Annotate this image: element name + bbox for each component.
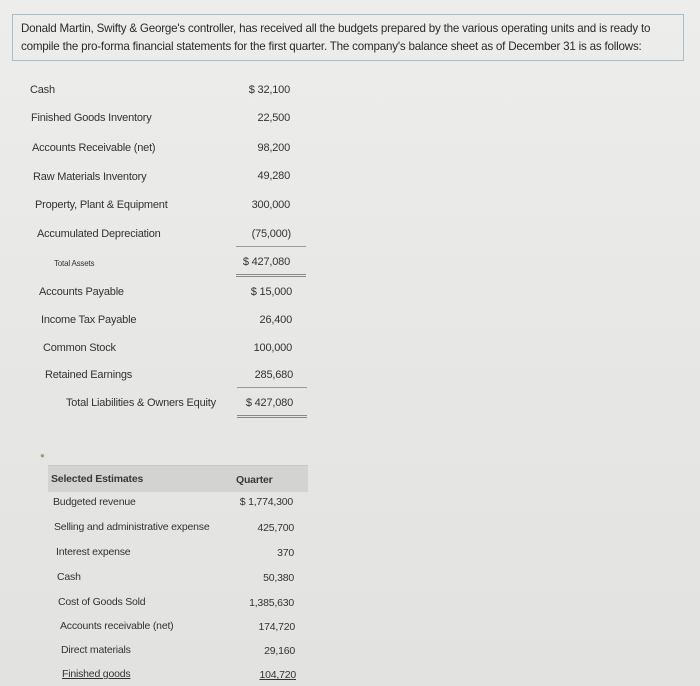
bs-label-accumulated-depreciation: Accumulated Depreciation — [37, 228, 161, 240]
estimate-value-selling-admin: 425,700 — [257, 522, 294, 534]
estimate-value-interest: 370 — [277, 547, 294, 559]
bs-label-total-assets: Total Assets — [54, 259, 95, 268]
estimate-value-accounts-receivable: 174,720 — [258, 621, 295, 633]
estimate-label-accounts-receivable: Accounts receivable (net) — [60, 620, 174, 632]
total-liabilities-double-rule — [237, 415, 307, 418]
estimates-header-period: Quarter — [236, 474, 273, 486]
bs-value-retained-earnings: 285,680 — [254, 369, 293, 381]
estimate-label-cash: Cash — [57, 571, 81, 583]
estimate-label-revenue: Budgeted revenue — [53, 496, 136, 508]
subtotal-rule — [236, 246, 306, 247]
bs-label-retained-earnings: Retained Earnings — [45, 369, 133, 381]
bs-value-cash: $ 32,100 — [248, 84, 290, 96]
estimate-value-cash: 50,380 — [263, 572, 294, 584]
bs-value-raw-materials: 49,280 — [257, 170, 290, 182]
bs-value-total-assets: $ 427,080 — [242, 256, 290, 268]
bs-value-accounts-payable: $ 15,000 — [250, 286, 292, 298]
bs-label-accounts-payable: Accounts Payable — [39, 286, 124, 298]
bs-value-total-liabilities: $ 427,080 — [245, 397, 293, 409]
bs-value-income-tax-payable: 26,400 — [259, 314, 292, 326]
bs-label-total-liabilities: Total Liabilities & Owners Equity — [66, 397, 216, 409]
estimate-value-revenue: $ 1,774,300 — [239, 496, 293, 508]
bs-value-common-stock: 100,000 — [253, 342, 292, 354]
estimate-label-direct-materials: Direct materials — [61, 644, 131, 656]
bs-label-common-stock: Common Stock — [43, 342, 116, 354]
bs-value-accounts-receivable: 98,200 — [257, 142, 290, 154]
bs-label-accounts-receivable: Accounts Receivable (net) — [32, 142, 156, 154]
bs-value-accumulated-depreciation: (75,000) — [251, 228, 291, 240]
bs-value-finished-goods: 22,500 — [257, 112, 290, 124]
bs-label-income-tax-payable: Income Tax Payable — [41, 314, 137, 326]
bs-label-ppe: Property, Plant & Equipment — [35, 199, 168, 211]
estimate-value-direct-materials: 29,160 — [264, 645, 295, 657]
estimate-label-selling-admin: Selling and administrative expense — [54, 521, 210, 533]
estimate-label-cogs: Cost of Goods Sold — [58, 596, 146, 608]
bs-label-finished-goods: Finished Goods Inventory — [31, 112, 152, 124]
estimate-value-cogs: 1,385,630 — [249, 597, 294, 609]
intro-paragraph: Donald Martin, Swifty & George's controller, has received all the budgets prepared by the various operating units and is ready to compile the pro-forma financial statements for the first quarter. The company's balance sheet as of December 31 is as follows: — [12, 14, 684, 61]
estimates-header-label: Selected Estimates — [51, 473, 144, 485]
bs-label-raw-materials: Raw Materials Inventory — [33, 171, 147, 183]
bs-value-ppe: 300,000 — [251, 199, 290, 211]
bs-label-cash: Cash — [30, 84, 55, 96]
estimates-header — [48, 465, 308, 492]
subtotal-rule-2 — [237, 387, 307, 388]
estimate-label-interest: Interest expense — [56, 546, 131, 558]
estimate-label-finished-goods: Finished goods — [62, 668, 131, 680]
total-assets-double-rule — [236, 274, 306, 277]
estimates-table — [48, 461, 310, 686]
estimate-value-finished-goods: 104,720 — [259, 669, 296, 681]
info-marker-icon: ● — [40, 451, 45, 460]
